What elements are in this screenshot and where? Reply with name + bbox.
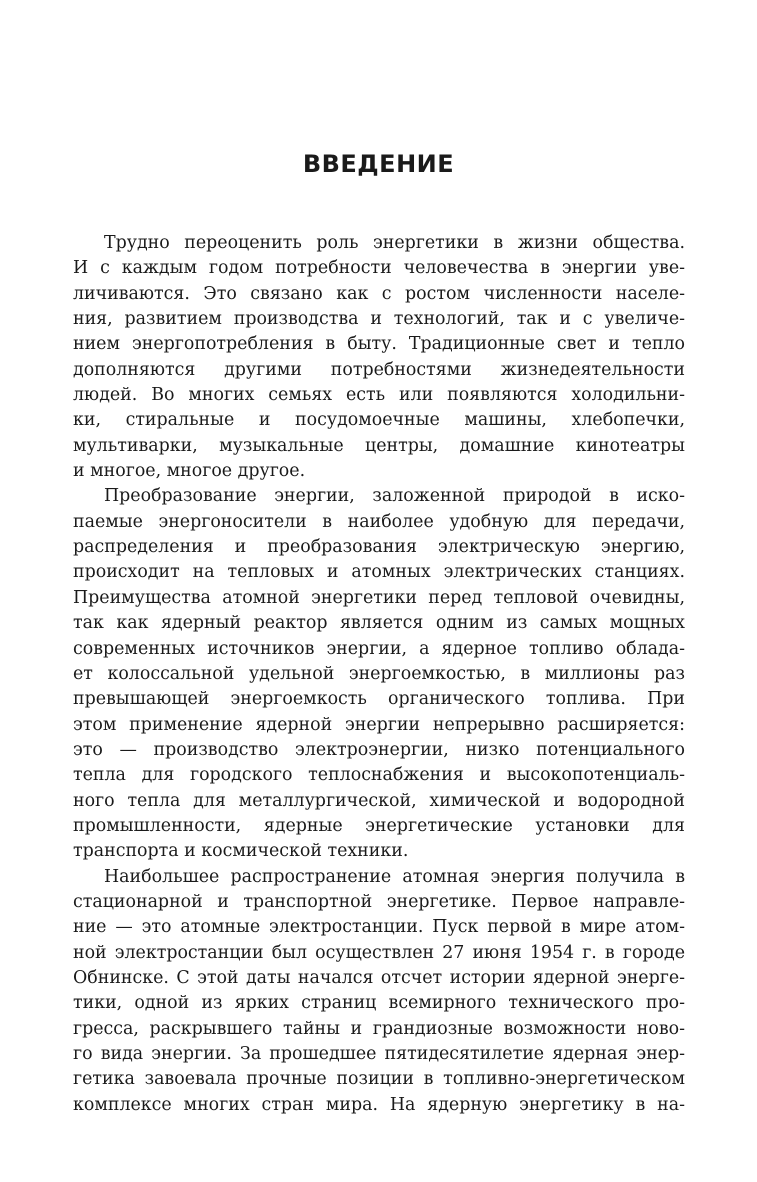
text-line: это — производство электроэнергии, низко потенциального <box>73 739 685 760</box>
text-line: современных источников энергии, а ядерное топливо облада- <box>73 638 685 659</box>
text-line: происходит на тепловых и атомных электрических станциях. <box>73 562 685 583</box>
paragraph-1 <box>73 231 685 484</box>
text-line: этом применение ядерной энергии непрерывно расширяется: <box>73 714 685 735</box>
text-line: дополняются другими потребностями жизнедеятельности <box>73 359 685 380</box>
text-line: ного тепла для металлургической, химической и водородной <box>73 790 685 811</box>
text-line: ния, развитием производства и технологий, так и с увеличе- <box>73 309 685 330</box>
text-line: паемые энергоносители в наиболее удобную для передачи, <box>73 511 685 532</box>
text-line: тепла для городского теплоснабжения и высокопотенциаль- <box>73 765 685 786</box>
text-line: го вида энергии. За прошедшее пятидесятилетие ядерная энер- <box>73 1044 685 1064</box>
text-line: комплексе многих стран мира. На ядерную энергетику в на- <box>73 1094 685 1115</box>
text-line: гресса, раскрывшего тайны и грандиозные возможности ново- <box>73 1018 685 1039</box>
text-line: промышленности, ядерные энергетические установки для <box>73 815 685 836</box>
text-line: гетика завоевала прочные позиции в топливно-энергетическом <box>73 1069 685 1090</box>
text-line: Трудно переоценить роль энергетики в жизни общества. <box>104 233 685 253</box>
text-line: ки, стиральные и посудомоечные машины, хлебопечки, <box>73 410 685 431</box>
text-line: и многое, многое другое. <box>73 461 306 482</box>
text-line: И с каждым годом потребности человечества в энергии уве- <box>73 258 685 279</box>
text-line: мультиварки, музыкальные центры, домашние кинотеатры <box>73 435 685 456</box>
text-line: так как ядерный реактор является одним из самых мощных <box>73 613 685 634</box>
text-line: ной электростанции был осуществлен 27 июня 1954 г. в городе <box>73 942 685 963</box>
text-line: людей. Во многих семьях есть или появляются холодильни- <box>73 385 685 406</box>
text-line: тики, одной из ярких страниц всемирного технического про- <box>73 993 685 1014</box>
text-line: Наибольшее распространение атомная энергия получила в <box>104 866 685 887</box>
paragraph-2 <box>73 484 685 864</box>
text-line: распределения и преобразования электрическую энергию, <box>73 537 685 558</box>
paragraph-3 <box>73 865 685 1118</box>
body-text <box>73 231 685 1118</box>
text-line: транспорта и космической техники. <box>73 841 409 862</box>
text-line: Обнинске. С этой даты начался отсчет истории ядерной энерге- <box>73 967 685 988</box>
chapter-heading: ВВЕДЕНИЕ <box>302 150 455 178</box>
text-line: стационарной и транспортной энергетике. Первое направле- <box>73 891 685 912</box>
text-line: превышающей энергоемкость органического топлива. При <box>73 689 685 710</box>
text-line: Преимущества атомной энергетики перед тепловой очевидны, <box>73 587 685 608</box>
text-line: ет колоссальной удельной энергоемкостью, в миллионы раз <box>73 663 685 684</box>
text-line: личиваются. Это связано как с ростом численности населе- <box>73 283 685 304</box>
text-line: нием энергопотребления в быту. Традиционные свет и тепло <box>73 334 685 355</box>
text-line: ние — это атомные электростанции. Пуск первой в мире атом- <box>73 917 685 938</box>
text-line: Преобразование энергии, заложенной природой в иско- <box>104 486 685 507</box>
